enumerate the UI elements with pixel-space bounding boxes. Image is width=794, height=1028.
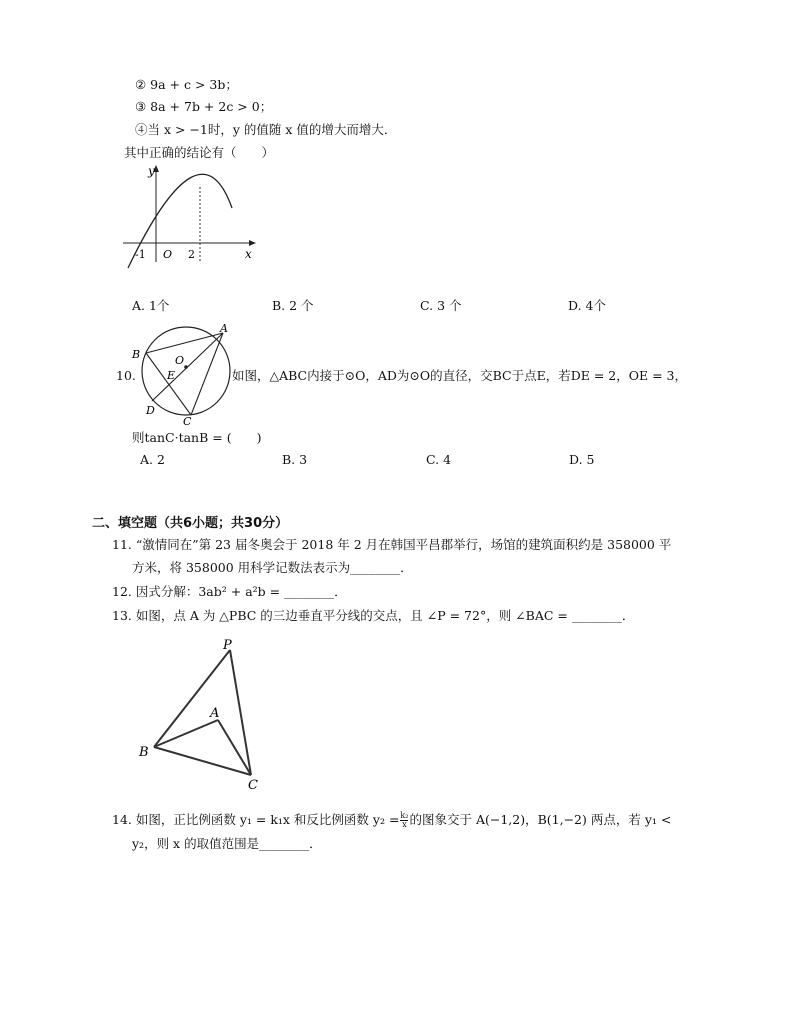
y-label: y <box>148 164 155 178</box>
x-label: x <box>245 247 252 261</box>
side-pb <box>154 650 230 747</box>
label-two: 2 <box>188 248 195 261</box>
q10-option-d[interactable]: D. 5 <box>569 452 595 467</box>
label-b: B <box>139 745 149 760</box>
q12: 12. 因式分解：3ab² + a²b = ________． <box>112 584 347 599</box>
conclusion-4: ④当 x > −1时，y 的值随 x 值的增大而增大． <box>135 122 397 137</box>
q9-option-c[interactable]: C. 3 个 <box>420 298 462 313</box>
q10-option-a[interactable]: A. 2 <box>140 452 165 467</box>
question-9-prompt: 其中正确的结论有（ ） <box>124 145 275 160</box>
triangle-diagram <box>134 635 269 795</box>
label-origin: O <box>163 248 173 261</box>
label-p: P <box>223 638 232 653</box>
circle-o <box>142 327 230 415</box>
q14-line2: y₂，则 x 的取值范围是________． <box>132 836 322 851</box>
q9-option-a[interactable]: A. 1个 <box>132 298 170 313</box>
center-point <box>184 365 188 369</box>
segment-ab <box>146 333 223 353</box>
q9-option-d[interactable]: D. 4个 <box>568 298 606 313</box>
conclusion-2: ② 9a + c > 3b； <box>135 77 238 92</box>
label-o: O <box>175 354 185 367</box>
label-a: A <box>220 322 228 335</box>
q10-stem-2: 则tanC·tanB = ( ) <box>132 430 262 445</box>
label-e: E <box>167 369 176 382</box>
label-neg1: -1 <box>135 248 146 261</box>
label-b: B <box>132 348 141 361</box>
q9-option-b[interactable]: B. 2 个 <box>272 298 314 313</box>
parabola-graph <box>118 162 263 270</box>
label-c: C <box>183 415 192 428</box>
q14-line1 <box>112 812 671 829</box>
conclusion-3: ③ 8a + 7b + 2c > 0； <box>135 99 273 114</box>
q11-line2: 方米，将 358000 用科学记数法表示为________． <box>132 560 413 575</box>
section-heading: 二、填空题（共6小题；共30分） <box>92 516 289 531</box>
fraction-denominator: x <box>402 820 407 829</box>
label-d: D <box>146 404 155 417</box>
q10-number: 10. <box>116 368 136 383</box>
q10-stem: 如图，△ABC内接于⊙O，AD为⊙O的直径，交BC于点E，若DE = 2，OE = 3， <box>232 368 687 383</box>
circle-diagram <box>128 318 238 428</box>
segment-ac <box>191 333 223 415</box>
q14-line1-start: 14. 如图，正比例函数 y₁ = k₁x 和反比例函数 y₂ = <box>112 812 400 827</box>
fraction <box>400 812 408 829</box>
q10-option-b[interactable]: B. 3 <box>282 452 308 467</box>
fraction-numerator: k₂ <box>400 811 409 820</box>
label-a: A <box>210 706 220 721</box>
x-axis-arrow <box>249 240 256 246</box>
q10-option-c[interactable]: C. 4 <box>426 452 452 467</box>
q11-line1: 11. “激情同在”第 23 届冬奥会于 2018 年 2 月在韩国平昌郡举行，场馆的建筑面积约是 358000 平 <box>112 537 672 552</box>
q14-line1-end: 的图象交于 A(−1,2)，B(1,−2) 两点，若 y₁ < <box>409 812 672 827</box>
label-c: C <box>248 778 258 793</box>
q13: 13. 如图，点 A 为 △PBC 的三边垂直平分线的交点，且 ∠P = 72°，则 ∠BAC = ________． <box>112 608 635 623</box>
